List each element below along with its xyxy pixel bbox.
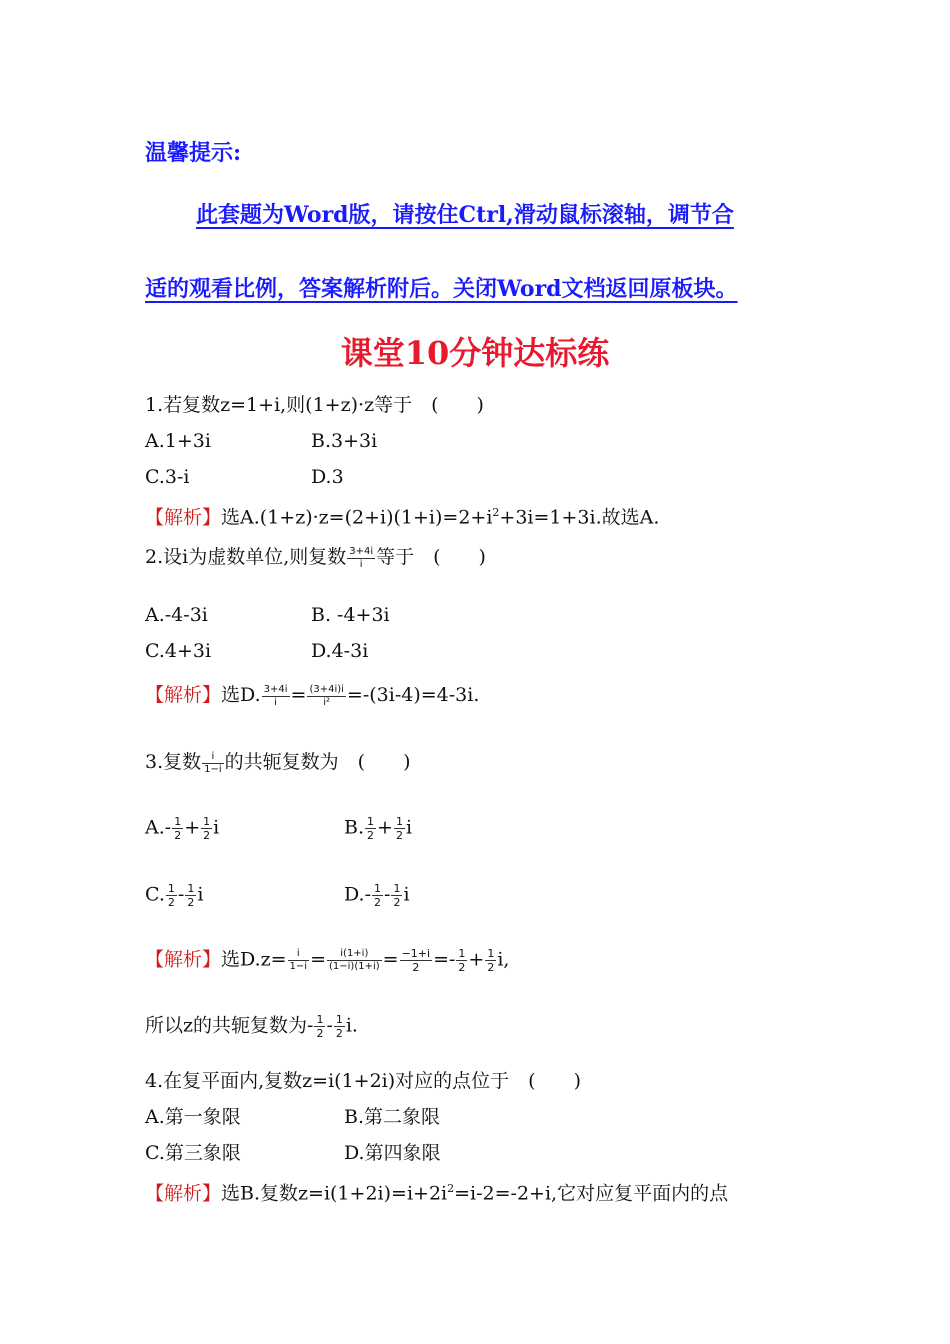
q4-option-b: B.第二象限 [344,1106,441,1128]
q2-option-d: D.4-3i [311,640,369,662]
analysis-label: 【解析】 [145,506,222,529]
q4-stem: 4.在复平面内,复数z=i(1+2i)对应的点位于 ( ) [145,1070,581,1092]
q3-option-b: B. $\frac{1}{2}$ + $\frac{1}{2}$ i [344,815,413,842]
q2-option-a: A.-4-3i [145,604,208,626]
q2-solution: 【解析】选D. $\frac{3+4i}{i}$ = $\frac{(3+4i)i}{\text{i²}}$ =-(3i-4)=4-3i. [145,683,480,708]
q3-option-a: A.- $\frac{1}{2}$ + $\frac{1}{2}$ i [145,815,220,842]
q2-option-c: C.4+3i [145,640,212,662]
q1-stem: 1.若复数z=1+i,则(1+z)·z等于 ( ) [145,394,484,416]
page-title: 课堂10分钟达标练 [340,334,610,372]
analysis-label: 【解析】 [145,684,222,706]
q4-option-d: D.第四象限 [344,1142,441,1164]
tip-line-2[interactable]: 适的观看比例，答案解析附后。关闭Word文档返回原板块。 [145,276,738,302]
q2-stem: 2.设i为虚数单位,则复数 $\frac{3+4i}{i}$ 等于 ( ) [145,545,486,570]
q4-option-a: A.第一象限 [145,1106,241,1128]
q1-solution: 【解析】选$A.(1+z)\cdot z=(2+i)(1+i)=2+i^2+3i=1+3i$.故选A. [145,506,660,529]
q3-option-d: D.- $\frac{1}{2}$ - $\frac{1}{2}$ i [344,882,410,909]
q2-option-b: B. -4+3i [311,604,390,626]
q3-option-c: C. $\frac{1}{2}$ - $\frac{1}{2}$ i [145,882,204,909]
q4-option-c: C.第三象限 [145,1142,241,1164]
q3-solution: 【解析】选D.z= $\frac{i}{1-i}$ = $\frac{i(1+i)}{(1-i)(1+i)}$ = $\frac{-1+i}{2}$ =- $\frac{1}{2}$ + $\frac{1}{2}$ i, [145,947,510,974]
tip-heading: 温馨提示: [145,140,242,166]
q3-solution-line2: 所以z的共轭复数为- $\frac{1}{2}$ - $\frac{1}{2}$ i. [145,1013,358,1040]
q4-solution: 【解析】选B.复数$z=i(1+2i)=i+2i^2=i-2=-2+i$,它对应复平面内的点 [145,1182,729,1205]
q3-stem: 3.复数 $\frac{i}{1-i}$ 的共轭复数为 ( ) [145,750,411,775]
analysis-label: 【解析】 [145,1182,222,1205]
analysis-label: 【解析】 [145,948,222,971]
q1-option-c: C.3-i [145,466,190,488]
tip-line-1[interactable]: 此套题为Word版，请按住Ctrl,滑动鼠标滚轴，调节合 [196,202,734,228]
q1-option-a: A.1+3i [145,430,211,452]
q1-option-b: B.3+3i [311,430,378,452]
q1-option-d: D.3 [311,466,344,488]
q2-fraction: $\frac{3+4i}{i}$ [349,545,374,570]
